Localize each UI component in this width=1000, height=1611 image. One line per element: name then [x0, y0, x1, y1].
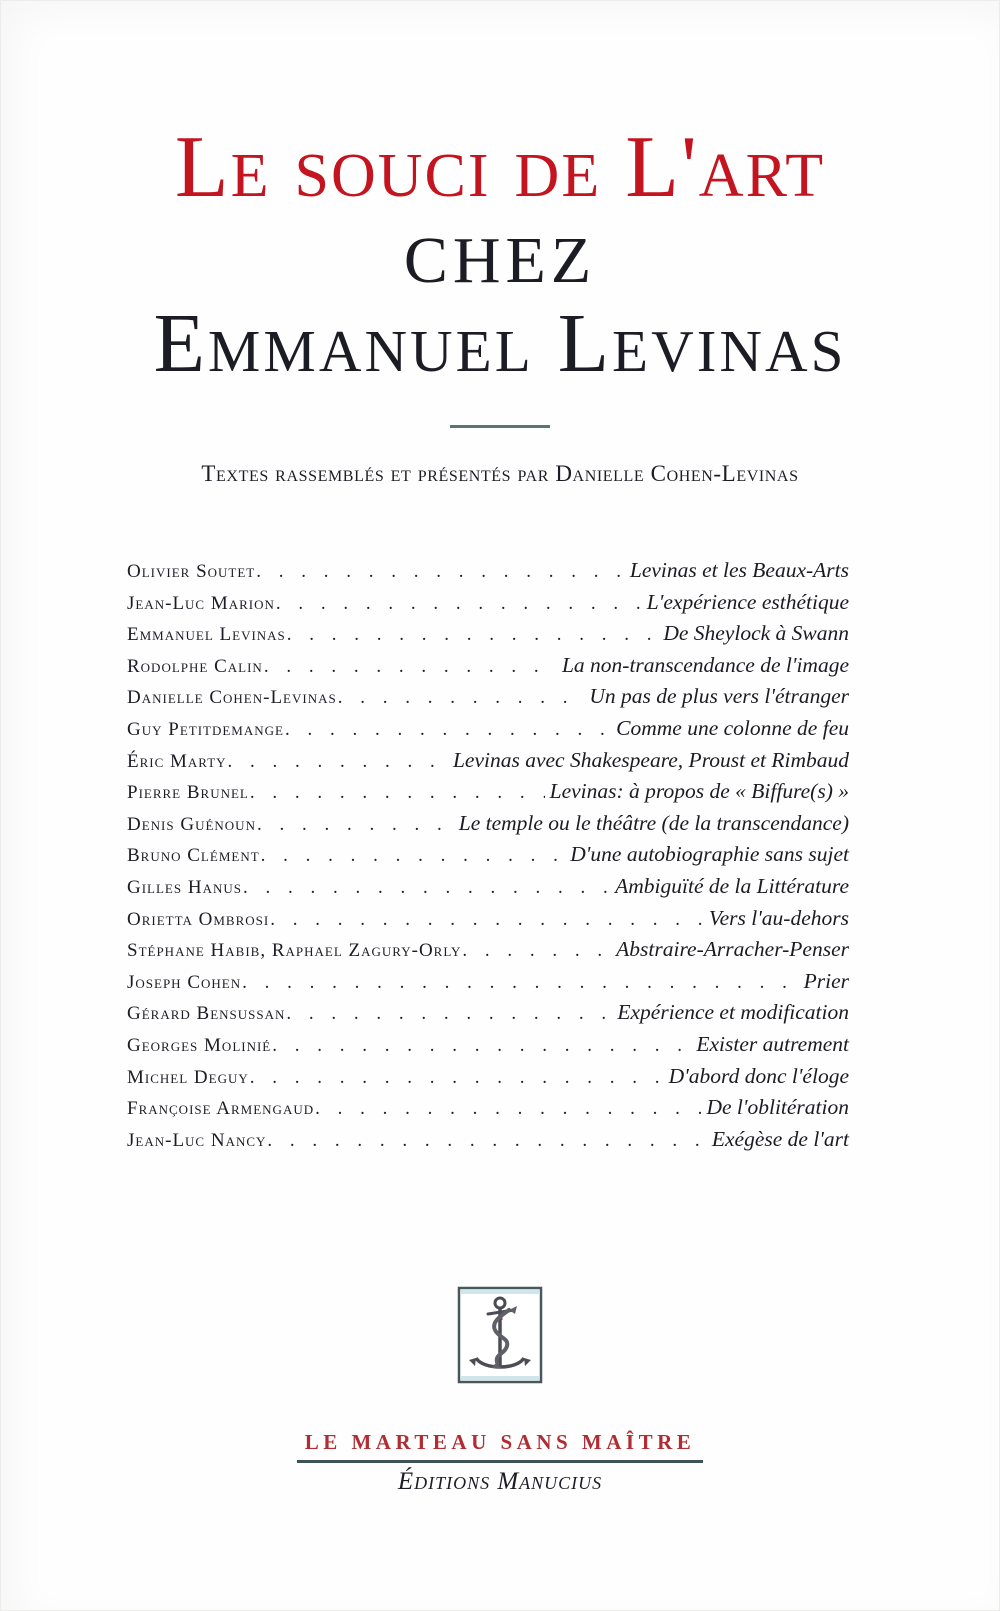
publisher-logo — [0, 1286, 1000, 1389]
toc-row — [127, 555, 849, 587]
toc-author-name: Jean-Luc Nancy — [127, 1129, 267, 1151]
dot-leader — [261, 840, 566, 873]
toc-row — [127, 650, 849, 682]
toc-author-name: Denis Guénoun — [127, 813, 256, 835]
toc-row — [127, 1061, 849, 1093]
toc-row — [127, 776, 849, 808]
toc-essay-title: Expérience et modification — [617, 1000, 849, 1025]
toc-author-name: Orietta Ombrosi — [127, 908, 270, 930]
dot-leader — [338, 682, 585, 715]
toc-author-name: Joseph Cohen — [127, 971, 242, 993]
toc-essay-title: Levinas avec Shakespeare, Proust et Rimbaud — [452, 747, 849, 772]
dot-leader — [286, 998, 612, 1031]
toc-essay-title: Exister autrement — [696, 1031, 849, 1056]
toc-essay-title: Vers l'au-dehors — [708, 905, 849, 930]
toc-row — [127, 587, 849, 619]
dot-leader — [285, 714, 611, 747]
toc-author-name: Gérard Bensussan — [127, 1003, 286, 1025]
toc-row — [127, 1124, 849, 1156]
toc-row — [127, 839, 849, 871]
dot-leader — [250, 1062, 664, 1095]
dot-leader — [228, 746, 448, 779]
anchor-dolphin-icon — [457, 1286, 543, 1384]
horizontal-rule — [450, 425, 550, 428]
dot-leader — [243, 872, 610, 905]
toc-essay-title: Levinas et les Beaux-Arts — [629, 558, 849, 582]
toc-author-name: Pierre Brunel — [127, 782, 249, 804]
dot-leader — [264, 651, 557, 684]
dot-leader — [276, 588, 642, 621]
toc-row — [127, 1029, 849, 1061]
toc-row — [127, 681, 849, 713]
publisher-line — [0, 1468, 1000, 1496]
toc-essay-title: Ambiguïté de la Littérature — [615, 873, 849, 898]
toc-author-name: Éric Marty — [127, 750, 227, 772]
toc-essay-title: Comme une colonne de feu — [616, 715, 849, 740]
dot-leader — [256, 556, 625, 589]
book-title: Le souci de L'art — [174, 119, 826, 216]
title-block — [0, 119, 1000, 390]
toc-author-name: Bruno Clément — [127, 845, 260, 867]
toc-essay-title: Abstraire-Arracher-Penser — [616, 937, 849, 962]
publisher-name: Éditions Manucius — [397, 1468, 603, 1495]
book-title-author: Emmanuel Levinas — [153, 297, 847, 390]
toc-author-name: Françoise Armengaud — [127, 1098, 315, 1120]
toc-row — [127, 808, 849, 840]
collection-name: LE MARTEAU SANS MAÎTRE — [297, 1430, 704, 1463]
toc-row — [127, 713, 849, 745]
toc-author-name: Jean-Luc Marion — [127, 592, 275, 614]
dot-leader — [315, 1093, 701, 1126]
dot-leader — [287, 619, 659, 652]
toc-essay-title: L'expérience esthétique — [646, 589, 849, 614]
toc-row — [127, 997, 849, 1029]
dot-leader — [242, 967, 799, 1000]
toc-row — [127, 934, 849, 966]
toc-essay-title: Levinas: à propos de « Biffure(s) » — [549, 779, 849, 804]
toc-essay-title: De Sheylock à Swann — [663, 621, 849, 646]
toc-row — [127, 966, 849, 998]
dot-leader — [270, 904, 704, 937]
toc-author-name: Georges Molinié — [127, 1034, 272, 1056]
toc-essay-title: La non-transcendance de l'image — [561, 652, 849, 677]
toc-essay-title: Un pas de plus vers l'étranger — [589, 684, 849, 709]
toc-row — [127, 1092, 849, 1124]
toc-author-name: Olivier Soutet — [127, 561, 256, 582]
dot-leader — [462, 935, 611, 968]
toc-row — [127, 745, 849, 777]
dot-leader — [267, 1125, 706, 1158]
toc-essay-title: D'une autobiographie sans sujet — [570, 842, 849, 867]
table-of-contents — [127, 555, 849, 1155]
collection-line — [0, 1430, 1000, 1463]
dot-leader — [272, 1030, 691, 1063]
toc-author-name: Gilles Hanus — [127, 876, 242, 898]
toc-essay-title: D'abord donc l'éloge — [668, 1063, 849, 1088]
toc-author-name: Michel Deguy — [127, 1066, 249, 1088]
toc-author-name: Guy Petitdemange — [127, 718, 284, 740]
toc-essay-title: De l'oblitération — [706, 1095, 849, 1120]
toc-row — [127, 871, 849, 903]
toc-essay-title: Le temple ou le théâtre (de la transcendance) — [458, 810, 849, 835]
dot-leader — [250, 777, 545, 810]
editor-subtitle: Textes rassemblés et présentés par Danielle Cohen-Levinas — [201, 461, 799, 486]
dot-leader — [257, 809, 454, 842]
toc-author-name: Stéphane Habib, Raphael Zagury-Orly — [127, 940, 462, 962]
toc-row — [127, 903, 849, 935]
toc-essay-title: Prier — [803, 968, 849, 993]
toc-author-name: Rodolphe Calin — [127, 655, 263, 677]
toc-essay-title: Exégèse de l'art — [711, 1126, 849, 1151]
toc-row — [127, 618, 849, 650]
book-title-chez: CHEZ — [403, 224, 597, 297]
toc-author-name: Danielle Cohen-Levinas — [127, 687, 337, 709]
toc-author-name: Emmanuel Levinas — [127, 624, 286, 646]
